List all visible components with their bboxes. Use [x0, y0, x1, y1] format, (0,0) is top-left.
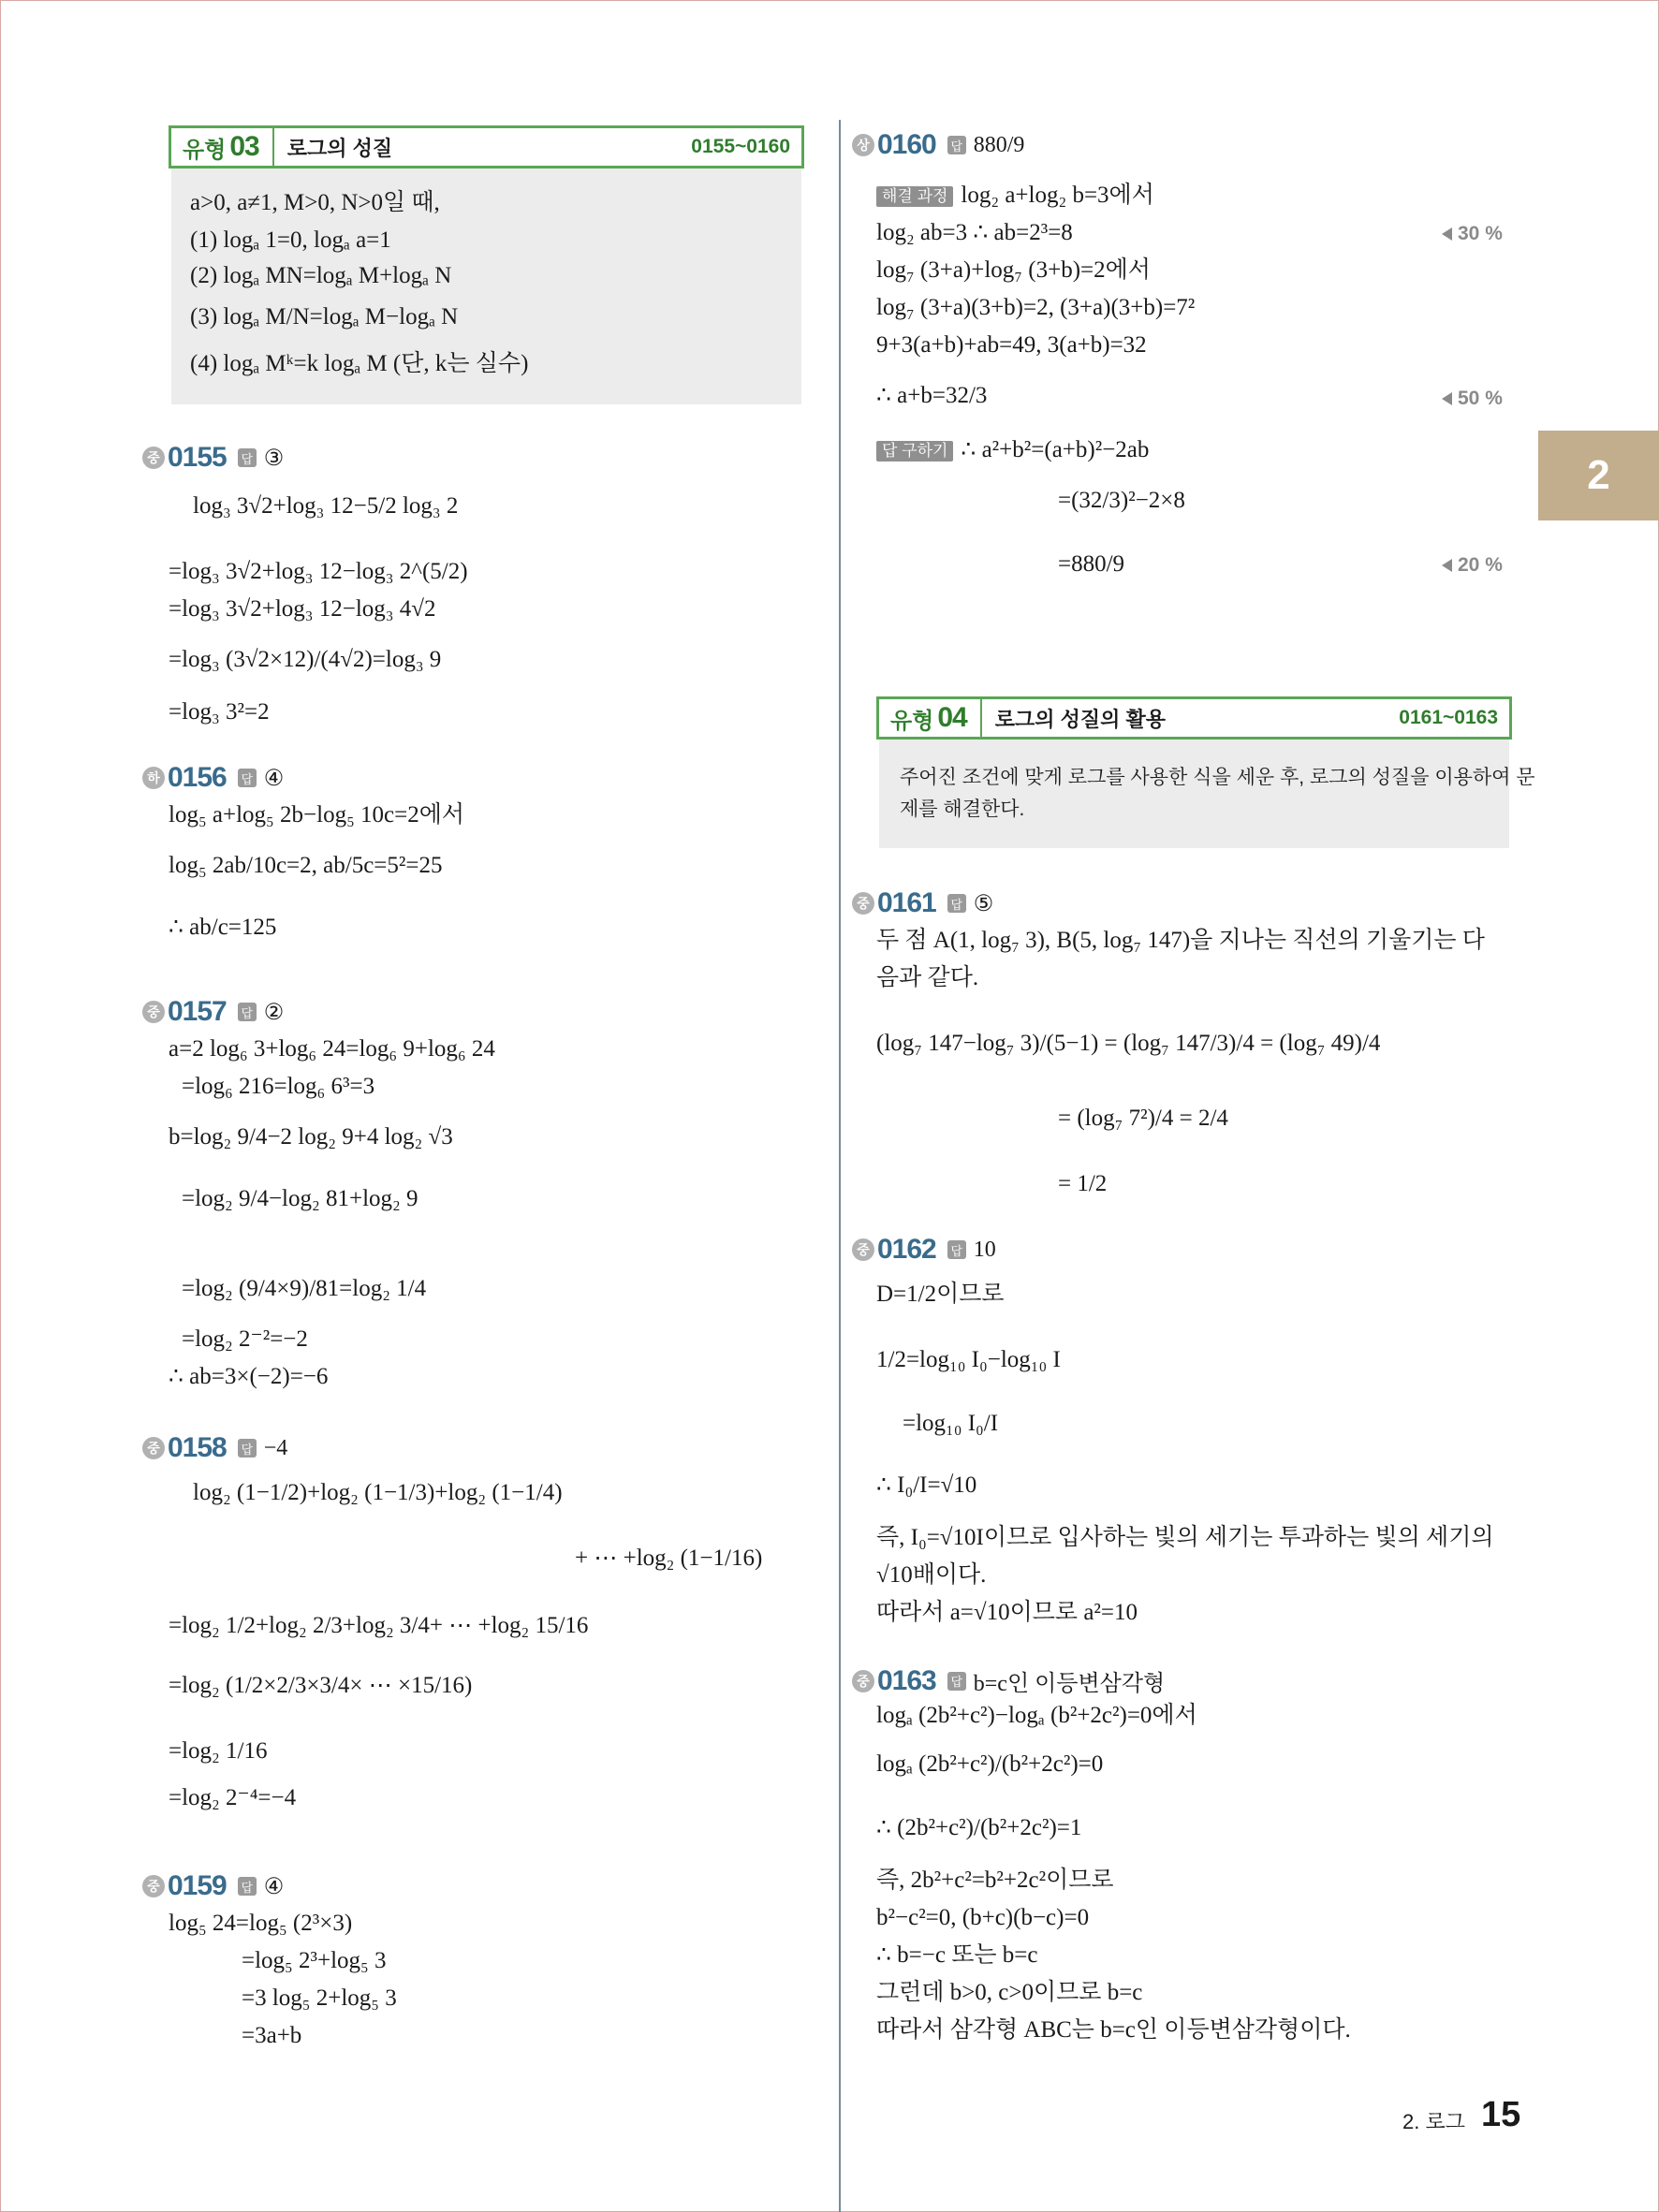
- answer-value: ④: [263, 766, 285, 791]
- solution-line: log₅ a+log₅ 2b−log₅ 10c=2에서: [169, 802, 465, 828]
- solution-line: log₂ (1−1/2)+log₂ (1−1/3)+log₂ (1−1/4): [193, 1480, 563, 1505]
- solution-line: ∴ ab/c=125: [169, 915, 277, 940]
- solution-line: =3a+b: [242, 2023, 302, 2048]
- answer-badge: 답: [947, 1240, 966, 1259]
- answer-value: ⑤: [973, 891, 994, 916]
- solution-line: 1/2=log₁₀ I₀−log₁₀ I: [876, 1347, 1061, 1372]
- column-divider: [839, 120, 841, 2212]
- type03-line: a>0, a≠1, M>0, N>0일 때,: [190, 190, 440, 215]
- problem-number: 0157: [168, 996, 227, 1027]
- solution-line: (log₇ 147−log₇ 3)/(5−1) = (log₇ 147/3)/4 = (log₇ 49)/4: [876, 1031, 1381, 1056]
- difficulty-badge: 중: [142, 1001, 165, 1023]
- solution-line: 9+3(a+b)+ab=49, 3(a+b)=32: [876, 332, 1147, 358]
- type03-number: 03: [229, 131, 259, 162]
- type03-line: (1) logₐ 1=0, logₐ a=1: [190, 227, 391, 253]
- solution-line: =log₃ 3²=2: [169, 699, 270, 725]
- step-tag-process: 해결 과정: [876, 186, 953, 207]
- answer-value: ②: [263, 1000, 285, 1025]
- solution-line: =log₅ 2³+log₅ 3: [242, 1948, 387, 1973]
- difficulty-badge: 중: [142, 1437, 165, 1459]
- problem-0160-header: [852, 129, 1024, 161]
- type04-tag: [879, 699, 982, 737]
- type03-title: 로그의 성질: [286, 136, 393, 160]
- solution-line: D=1/2이므로: [876, 1282, 1005, 1307]
- solution-line: ∴ (2b²+c²)/(b²+2c²)=1: [876, 1815, 1082, 1840]
- answer-badge: 답: [238, 769, 257, 787]
- solution-line: ∴ b=−c 또는 b=c: [876, 1942, 1038, 1968]
- difficulty-badge: 하: [142, 767, 165, 789]
- type03-tag: [171, 128, 274, 166]
- solution-line: =log₃ 3√2+log₃ 12−log₃ 2^(5/2): [169, 559, 468, 584]
- solution-line: =log₃ 3√2+log₃ 12−log₃ 4√2: [169, 596, 436, 622]
- solution-line: + ⋯ +log₂ (1−1/16): [575, 1545, 763, 1571]
- difficulty-badge: 중: [852, 892, 874, 915]
- answer-badge: 답: [947, 136, 966, 154]
- percent-value: 20 %: [1458, 554, 1503, 576]
- solution-line: 따라서 삼각형 ABC는 b=c인 이등변삼각형이다.: [876, 2017, 1351, 2043]
- type04-number: 04: [937, 702, 967, 733]
- solution-line: =log₁₀ I₀/I: [903, 1411, 999, 1436]
- solution-line: =log₆ 216=log₆ 6³=3: [182, 1074, 375, 1099]
- solution-line: = (log₇ 7²)/4 = 2/4: [1058, 1106, 1228, 1131]
- solution-line: =log₂ (1/2×2/3×3/4× ⋯ ×15/16): [169, 1673, 473, 1698]
- type03-tag-label: 유형: [183, 137, 227, 163]
- solution-text: ∴ a²+b²=(a+b)²−2ab: [961, 437, 1150, 462]
- difficulty-badge: 중: [852, 1238, 874, 1261]
- solution-line: a=2 log₆ 3+log₆ 24=log₆ 9+log₆ 24: [169, 1036, 495, 1062]
- answer-value: 10: [973, 1237, 996, 1262]
- difficulty-badge: 상: [852, 134, 874, 156]
- problem-number: 0159: [168, 1870, 227, 1901]
- type04-header: [876, 696, 1512, 740]
- solution-line: 즉, I₀=√10I이므로 입사하는 빛의 세기는 투과하는 빛의 세기의: [876, 1525, 1494, 1550]
- answer-badge: 답: [238, 1877, 257, 1896]
- solution-line: =log₂ 2⁻²=−2: [182, 1326, 308, 1352]
- solution-line: √10배이다.: [876, 1562, 987, 1588]
- solution-line: =log₂ (9/4×9)/81=log₂ 1/4: [182, 1276, 427, 1301]
- solution-text: log₂ a+log₂ b=3에서: [961, 183, 1154, 208]
- solution-line: =log₂ 1/2+log₂ 2/3+log₂ 3/4+ ⋯ +log₂ 15/16: [169, 1613, 589, 1638]
- problem-0157-header: [142, 996, 284, 1028]
- answer-badge: 답: [238, 448, 257, 467]
- solution-line: =log₂ 1/16: [169, 1738, 268, 1764]
- problem-number: 0158: [168, 1432, 227, 1463]
- answer-value: 880/9: [973, 132, 1025, 157]
- footer-chapter-label: 2. 로그: [1402, 2110, 1465, 2133]
- type03-body: [171, 168, 801, 404]
- solution-line: log₇ (3+a)+log₇ (3+b)=2에서: [876, 257, 1151, 283]
- triangle-left-icon: [1442, 559, 1452, 572]
- solution-line: 즉, 2b²+c²=b²+2c²이므로: [876, 1868, 1114, 1893]
- answer-badge: 답: [947, 1672, 966, 1691]
- type04-line: 주어진 조건에 맞게 로그를 사용한 식을 세운 후, 로그의 성질을 이용하여 문: [900, 767, 1535, 788]
- problem-0163-header: [852, 1664, 1165, 1697]
- solution-line: log₅ 24=log₅ (2³×3): [169, 1911, 353, 1936]
- solution-line: log₅ 2ab/10c=2, ab/5c=5²=25: [169, 853, 443, 878]
- solution-line: 따라서 a=√10이므로 a²=10: [876, 1600, 1138, 1625]
- score-percent: [1442, 388, 1503, 410]
- problem-0156-header: [142, 762, 284, 794]
- percent-value: 50 %: [1458, 388, 1503, 409]
- type04-body: [879, 740, 1535, 848]
- answer-badge: 답: [238, 1003, 257, 1021]
- solution-line: 두 점 A(1, log₇ 3), B(5, log₇ 147)을 지나는 직선의 기울기는 다: [876, 928, 1485, 953]
- solution-line: =(32/3)²−2×8: [1058, 488, 1185, 513]
- type03-line: (2) logₐ MN=logₐ M+logₐ N: [190, 263, 452, 288]
- type04-title: 로그의 성질의 활용: [994, 707, 1166, 731]
- solution-line: b²−c²=0, (b+c)(b−c)=0: [876, 1905, 1090, 1930]
- solution-line: [876, 182, 1154, 210]
- triangle-left-icon: [1442, 392, 1452, 405]
- answer-value: −4: [263, 1435, 288, 1460]
- type03-line: (4) logₐ Mᵏ=k logₐ M (단, k는 실수): [190, 351, 529, 376]
- solution-line: log₃ 3√2+log₃ 12−5/2 log₃ 2: [193, 493, 459, 519]
- type03-line: (3) logₐ M/N=logₐ M−logₐ N: [190, 304, 459, 330]
- type04-line: 제를 해결한다.: [900, 798, 1025, 820]
- type03-header: [169, 125, 804, 168]
- problem-number: 0162: [877, 1234, 936, 1265]
- solution-line: ∴ ab=3×(−2)=−6: [169, 1364, 329, 1389]
- problem-0162-header: [852, 1234, 996, 1266]
- type04-range: 0161~0163: [1399, 707, 1498, 728]
- score-percent: [1442, 554, 1503, 577]
- solution-line: 음과 같다.: [876, 965, 979, 990]
- answer-value: ③: [263, 446, 285, 471]
- problem-number: 0160: [877, 129, 936, 160]
- chapter-tab: 2: [1538, 431, 1659, 520]
- triangle-left-icon: [1442, 227, 1452, 241]
- type03-range: 0155~0160: [691, 136, 790, 157]
- solution-line: b=log₂ 9/4−2 log₂ 9+4 log₂ √3: [169, 1124, 453, 1150]
- difficulty-badge: 중: [852, 1670, 874, 1692]
- answer-badge: 답: [238, 1439, 257, 1458]
- solution-line: =880/9: [1058, 551, 1125, 577]
- solution-line: logₐ (2b²+c²)−logₐ (b²+2c²)=0에서: [876, 1703, 1197, 1728]
- problem-number: 0163: [877, 1664, 936, 1696]
- solution-line: =3 log₅ 2+log₅ 3: [242, 1985, 397, 2011]
- solution-line: logₐ (2b²+c²)/(b²+2c²)=0: [876, 1751, 1104, 1777]
- score-percent: [1442, 223, 1503, 245]
- solution-line: log₂ ab=3 ∴ ab=2³=8: [876, 220, 1073, 245]
- problem-0161-header: [852, 887, 993, 919]
- solution-line: =log₂ 2⁻⁴=−4: [169, 1785, 297, 1810]
- solution-line: ∴ I₀/I=√10: [876, 1472, 977, 1498]
- answer-badge: 답: [947, 894, 966, 913]
- page-number: 15: [1481, 2095, 1521, 2134]
- answer-value: ④: [263, 1874, 285, 1899]
- problem-0159-header: [142, 1870, 284, 1902]
- answer-value: b=c인 이등변삼각형: [973, 1672, 1166, 1696]
- problem-0155-header: [142, 442, 284, 474]
- solution-line: [876, 436, 1149, 464]
- difficulty-badge: 중: [142, 447, 165, 469]
- problem-number: 0155: [168, 442, 227, 473]
- solution-line: log₇ (3+a)(3+b)=2, (3+a)(3+b)=7²: [876, 295, 1196, 320]
- solution-line: =log₂ 9/4−log₂ 81+log₂ 9: [182, 1186, 418, 1211]
- step-tag-answer: 답 구하기: [876, 441, 953, 461]
- type04-tag-label: 유형: [890, 708, 934, 734]
- problem-0158-header: [142, 1432, 287, 1464]
- solution-line: 그런데 b>0, c>0이므로 b=c: [876, 1980, 1143, 2005]
- problem-number: 0161: [877, 887, 936, 918]
- solution-line: =log₃ (3√2×12)/(4√2)=log₃ 9: [169, 647, 442, 672]
- solution-line: = 1/2: [1058, 1171, 1108, 1196]
- percent-value: 30 %: [1458, 223, 1503, 244]
- problem-number: 0156: [168, 762, 227, 793]
- difficulty-badge: 중: [142, 1875, 165, 1897]
- solution-line: ∴ a+b=32/3: [876, 383, 988, 408]
